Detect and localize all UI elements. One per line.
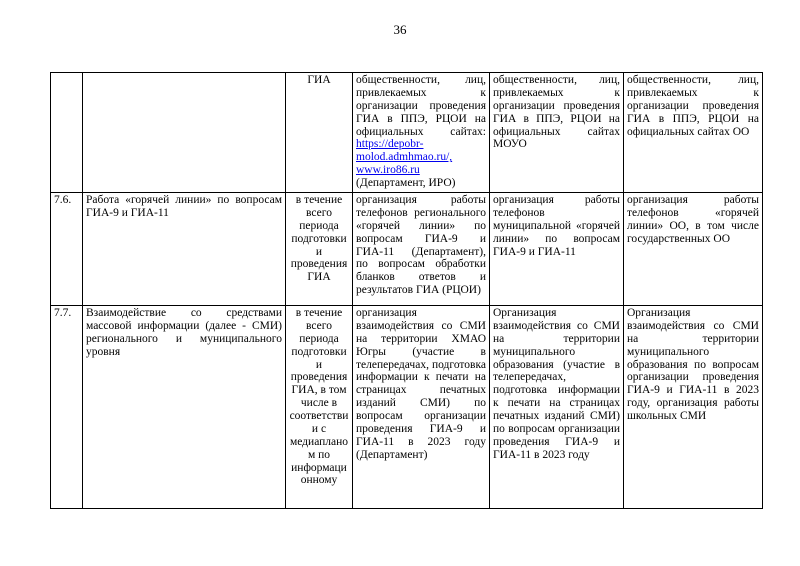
cell-school-level: Организация взаимодействия со СМИ на территории муниципального образования по вопросам организации проведения ГИА-9 и ГИА-11 в 2023 году, организация работы школьных СМИ <box>624 306 763 509</box>
cell-municipal-level: организация работы телефонов муниципальной «горячей линии» по вопросам ГИА-9 и ГИА-11 <box>490 193 624 306</box>
link-iro86-site[interactable]: www.iro86.ru <box>356 164 420 177</box>
cell-timing: в течение всего периода подготовки и проведения ГИА, в том числе в соответствии с медиапланом по информационному <box>286 306 353 509</box>
cell-regional-level: организация взаимодействия со СМИ на территории ХМАО Югры (участие в телепередачах, подготовка информации к печати на страницах печатных изданий СМИ) по вопросам организации проведения ГИА-9 и ГИА-11 в 2023 году (Департамент) <box>353 306 490 509</box>
table-row-7-6 <box>51 193 763 306</box>
cell-number: 7.7. <box>51 306 83 509</box>
cell-number: 7.6. <box>51 193 83 306</box>
regional-responsible: (Департамент, ИРО) <box>356 177 456 189</box>
cell-municipal-level: Организация взаимодействия со СМИ на территории муниципального образования (участие в телепередачах, подготовка информации к печати на страницах печатных изданий СМИ) по вопросам организации проведения ГИА-9 и ГИА-11 в 2023 году <box>490 306 624 509</box>
cell-regional-level: организация работы телефонов регионального «горячей линии» по вопросам ГИА-9 и ГИА-11 (Департамент), по вопросам обработки бланков ответов и результатов ГИА (РЦОИ) <box>353 193 490 306</box>
gia-activities-table <box>50 72 763 509</box>
cell-timing: ГИА <box>286 73 353 193</box>
cell-activity-empty <box>83 73 286 193</box>
cell-timing: в течение всего периода подготовки и проведения ГИА <box>286 193 353 306</box>
cell-municipal-level: общественности, лиц, привлекаемых к организации проведения ГИА в ППЭ, РЦОИ на официальных сайтах МОУО <box>490 73 624 193</box>
cell-activity: Работа «горячей линии» по вопросам ГИА-9 и ГИА-11 <box>83 193 286 306</box>
cell-number-empty <box>51 73 83 193</box>
table-row-7-7 <box>51 306 763 509</box>
table-row-continuation <box>51 73 763 193</box>
cell-activity: Взаимодействие со средствами массовой информации (далее - СМИ) регионального и муниципального уровня <box>83 306 286 509</box>
cell-school-level: общественности, лиц, привлекаемых к организации проведения ГИА в ППЭ, РЦОИ на официальных сайтах ОО <box>624 73 763 193</box>
page-number: 36 <box>393 22 407 37</box>
cell-regional-level <box>353 73 490 193</box>
cell-school-level: организация работы телефонов «горячей линии» ОО, в том числе государственных ОО <box>624 193 763 306</box>
regional-text: общественности, лиц, привлекаемых к организации проведения ГИА в ППЭ, РЦОИ на официальных сайтах: <box>356 74 486 138</box>
link-depobr-molod-site[interactable]: https://depobr-molod.admhmao.ru/, <box>356 138 453 164</box>
